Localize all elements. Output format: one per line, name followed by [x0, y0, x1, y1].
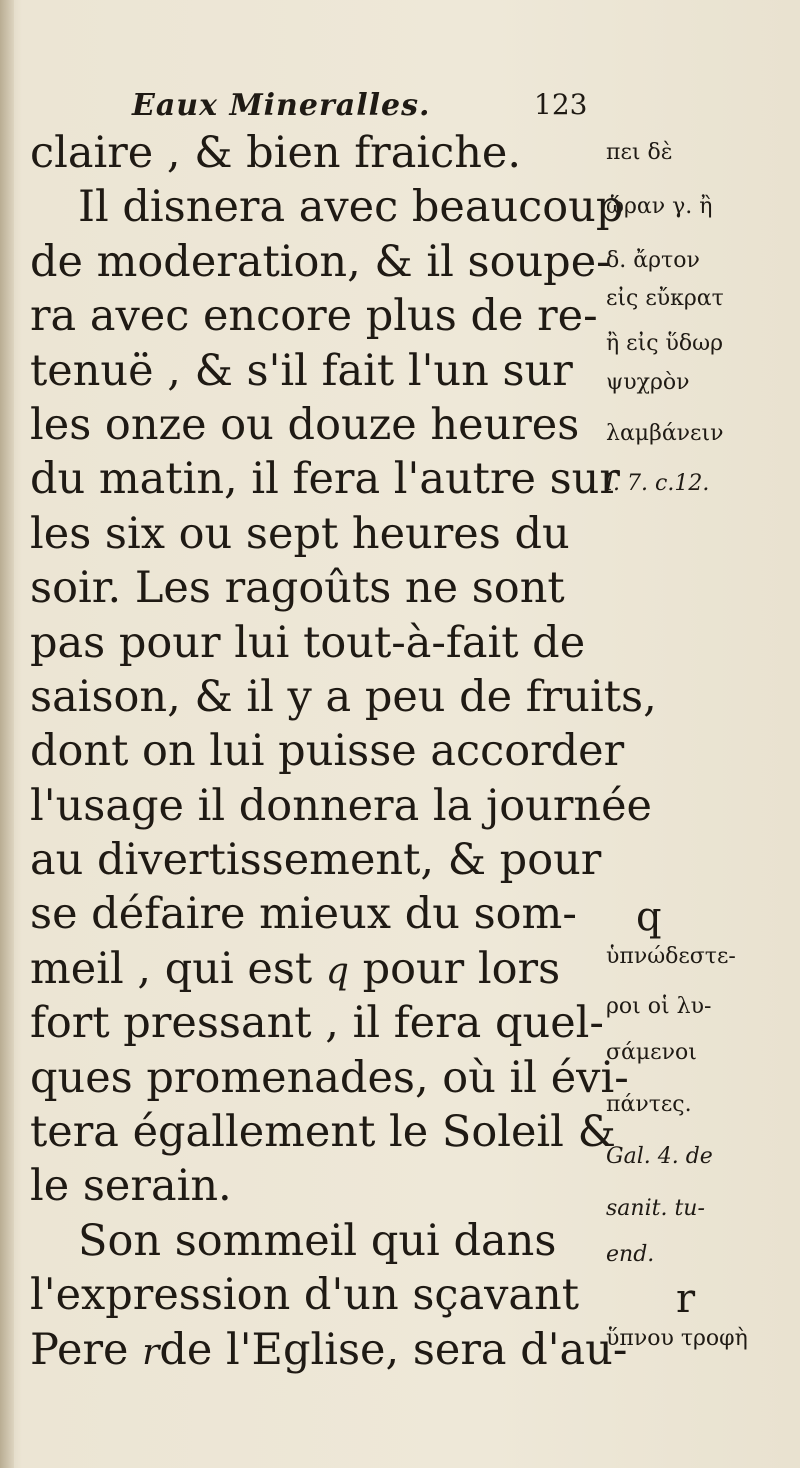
text-line: meil , qui est q pour lors — [30, 943, 561, 994]
text-line: l'expression d'un sçavant — [30, 1270, 580, 1321]
text-line: du matin, il fera l'autre sur — [30, 454, 620, 505]
running-title: Eaux Mineralles. — [132, 88, 431, 123]
page-gutter — [0, 0, 14, 1468]
margin-note: Gal. 4. de — [606, 1144, 713, 1169]
footnote-ref-r: r — [142, 1331, 160, 1373]
text-line: le serain. — [30, 1161, 232, 1212]
margin-note: ροι οἱ λυ- — [606, 994, 712, 1019]
footnote-ref-q: q — [325, 950, 349, 992]
text-line: l'usage il donnera la journée — [30, 780, 653, 831]
text-line: de moderation, & il soupe- — [30, 236, 611, 287]
text-line: fort pressant , il fera quel- — [30, 998, 604, 1049]
margin-note: σάμενοι — [606, 1040, 697, 1065]
margin-note: ψυχρὸν — [606, 370, 690, 395]
margin-note: sanit. tu- — [606, 1196, 705, 1221]
margin-note: ἢ εἰς ὕδωρ — [606, 331, 724, 356]
text-line: se défaire mieux du som- — [30, 889, 577, 940]
text-line: Il disnera avec beaucoup — [78, 182, 624, 233]
text-line: Pere rde l'Eglise, sera d'au- — [30, 1324, 628, 1375]
text-line: soir. Les ragoûts ne sont — [30, 563, 565, 614]
text-line: claire , & bien fraiche. — [30, 128, 522, 178]
text-line: dont on lui puisse accorder — [30, 726, 625, 777]
margin-note: λαμβάνειν — [606, 421, 724, 446]
text-line: Son sommeil qui dans — [78, 1215, 557, 1266]
margin-note: εἰς εὔκρατ — [606, 286, 724, 311]
margin-note: δ. ἄρτον — [606, 248, 700, 273]
text-line: les onze ou douze heures — [30, 399, 580, 450]
text-line: tera égallement le Soleil & — [30, 1107, 616, 1158]
margin-note: ὑπνώδεστε- — [606, 944, 736, 969]
page-header — [0, 88, 800, 128]
margin-note: πει δὲ — [606, 140, 673, 165]
margin-note: l. 7. c.12. — [606, 471, 710, 496]
margin-note: end. — [606, 1242, 655, 1267]
text-line: tenuë , & s'il fait l'un sur — [30, 345, 573, 396]
margin-note: πάντες. — [606, 1092, 692, 1117]
margin-note-letter: r — [676, 1276, 696, 1322]
text-line: les six ou sept heures du — [30, 508, 570, 559]
page-number: 123 — [534, 88, 588, 121]
margin-note-letter: q — [636, 894, 662, 940]
margin-note: ὕπνου τροφὴ — [606, 1326, 748, 1351]
text-line: saison, & il y a peu de fruits, — [30, 671, 657, 722]
text-line: pas pour lui tout-à-fait de — [30, 617, 586, 668]
text-line: ra avec encore plus de re- — [30, 291, 598, 342]
text-line: ques promenades, où il évi- — [30, 1052, 629, 1103]
margin-note: ὥραν γ. ἢ — [606, 194, 713, 219]
margin-notes — [600, 126, 800, 1466]
text-line: au divertissement, & pour — [30, 835, 602, 886]
